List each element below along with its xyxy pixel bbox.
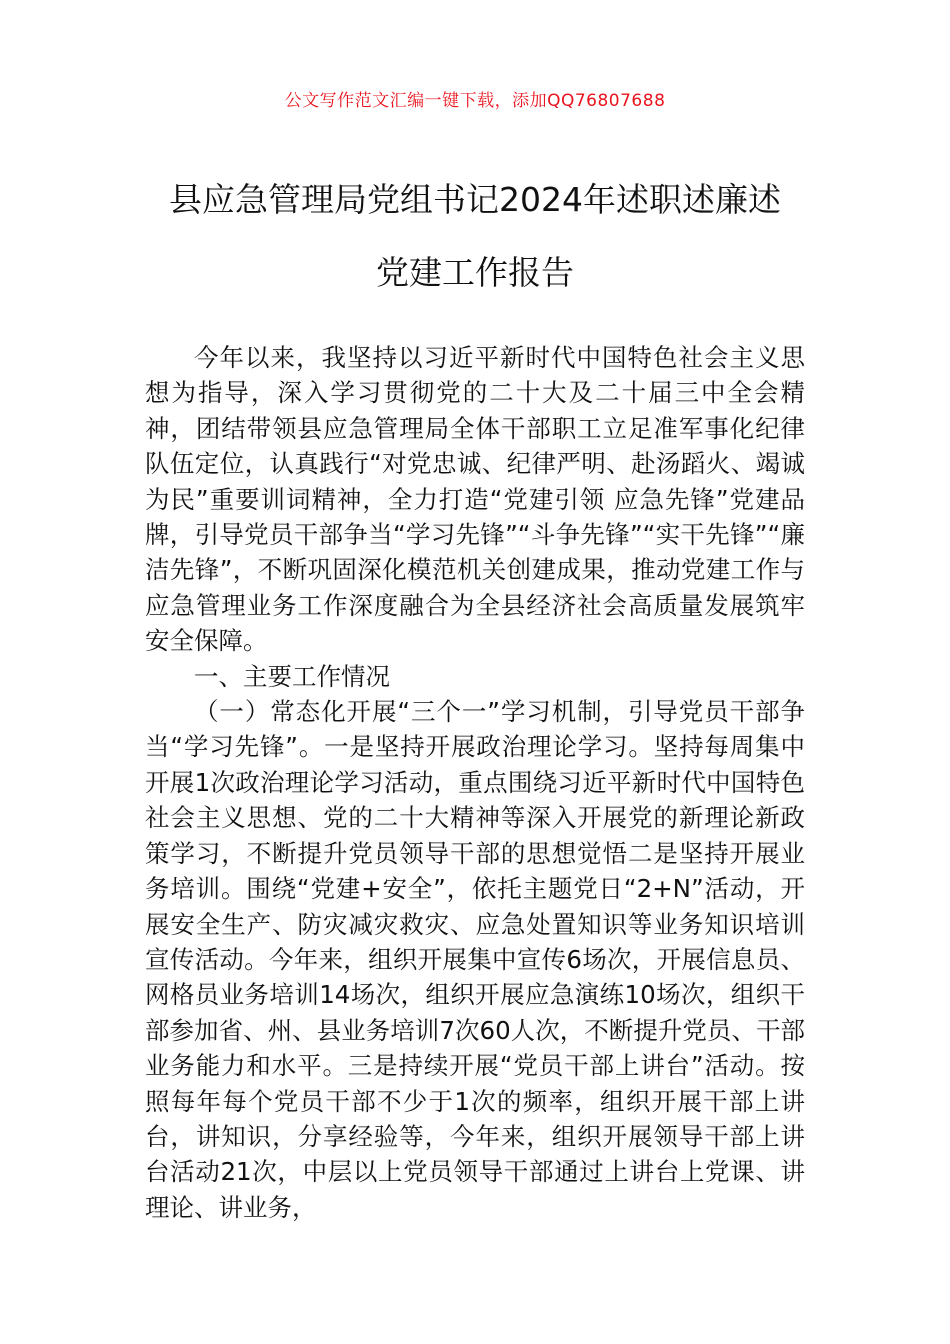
document-body: [145, 340, 805, 1225]
document-title-line-2: 党建工作报告: [376, 253, 574, 292]
document-title-line-1: 县应急管理局党组书记2024年述职述廉述: [169, 180, 781, 219]
download-banner: 公文写作范文汇编一键下载，添加QQ76807688: [284, 91, 666, 111]
intro-paragraph: 今年以来，我坚持以习近平新时代中国特色社会主义思想为指导，深入学习贯彻党的二十大及二十届三中全会精神，团结带领县应急管理局全体干部职工立足准军事化纪律队伍定位，认真践行“对党忠诚、纪律严明、赴汤蹈火、竭诚为民”重要训词精神，全力打造“党建引领 应急先锋”党建品牌，引导党员干部争当“学习先锋”“斗争先锋”“实干先锋”“廉洁先锋”，不断巩固深化模范机关创建成果，推动党建工作与应急管理业务工作深度融合为全县经济社会高质量发展筑牢安全保障。: [145, 343, 805, 656]
body-paragraph: （一）常态化开展“三个一”学习机制，引导党员干部争当“学习先锋”。一是坚持开展政治理论学习。坚持每周集中开展1次政治理论学习活动，重点围绕习近平新时代中国特色社会主义思想、党的二十大精神等深入开展党的新理论新政策学习，不断提升党员领导干部的思想觉悟二是坚持开展业务培训。围绕“党建+安全”，依托主题党日“2+N”活动，开展安全生产、防灾减灾救灾、应急处置知识等业务知识培训宣传活动。今年来，组织开展集中宣传6场次，开展信息员、网格员业务培训14场次，组织开展应急演练10场次，组织干部参加省、州、县业务培训7次60人次，不断提升党员、干部业务能力和水平。三是持续开展“党员干部上讲台”活动。按照每年每个党员干部不少于1次的频率，组织开展干部上讲台，讲知识，分享经验等，今年来，组织开展领导干部上讲台活动21次，中层以上党员领导干部通过上讲台上党课、讲理论、讲业务，: [145, 697, 805, 1222]
section-heading: 一、主要工作情况: [194, 661, 390, 691]
